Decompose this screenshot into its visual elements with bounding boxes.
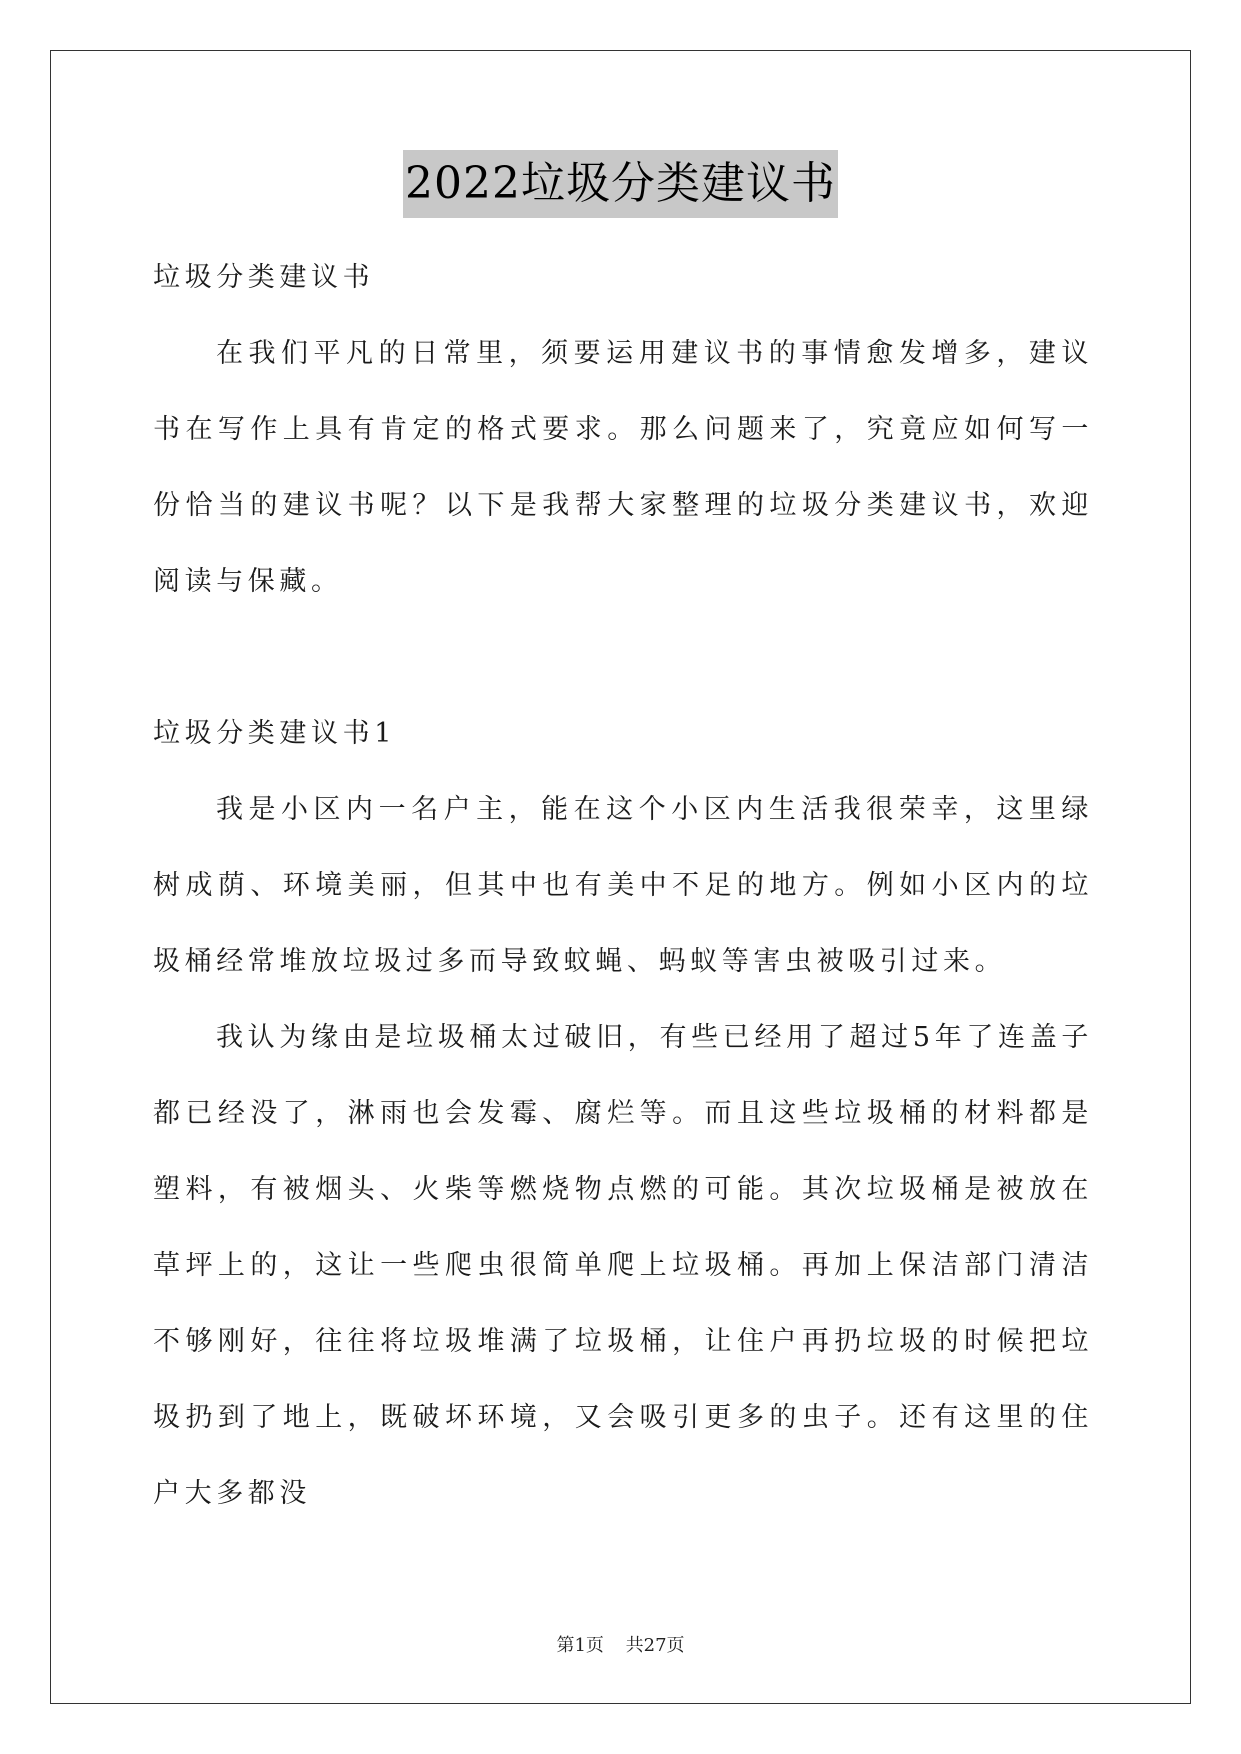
body-paragraph-2: 我认为缘由是垃圾桶太过破旧，有些已经用了超过5年了连盖子都已经没了，淋雨也会发霉、腐烂等。而且这些垃圾桶的材料都是塑料，有被烟头、火柴等燃烧物点燃的可能。其次垃圾桶是被放在草坪上的，这让一些爬虫很简单爬上垃圾桶。再加上保洁部门清洁不够刚好，往往将垃圾堆满了垃圾桶，让住户再扔垃圾的时候把垃圾扔到了地上，既破坏环境，又会吸引更多的虫子。还有这里的住户大多都没	[153, 1022, 1093, 1509]
intro-paragraph: 在我们平凡的日常里，须要运用建议书的事情愈发增多，建议书在写作上具有肯定的格式要求。那么问题来了，究竟应如何写一份恰当的建议书呢？以下是我帮大家整理的垃圾分类建议书，欢迎阅读与保藏。	[153, 338, 1093, 597]
body-paragraph-1: 我是小区内一名户主，能在这个小区内生活我很荣幸，这里绿树成荫、环境美丽，但其中也有美中不足的地方。例如小区内的垃圾桶经常堆放垃圾过多而导致蚊蝇、蚂蚁等害虫被吸引过来。	[153, 794, 1093, 977]
page-footer	[0, 1634, 1241, 1658]
section-heading-1: 垃圾分类建议书1	[153, 718, 396, 749]
section-heading: 垃圾分类建议书	[153, 262, 375, 293]
page-number: 第1页	[556, 1635, 604, 1656]
page-total: 共27页	[625, 1635, 685, 1656]
title-container	[0, 150, 1241, 218]
document-title: 2022垃圾分类建议书	[403, 150, 838, 218]
paragraph-spacer	[153, 620, 1093, 696]
document-body	[153, 240, 1093, 1532]
